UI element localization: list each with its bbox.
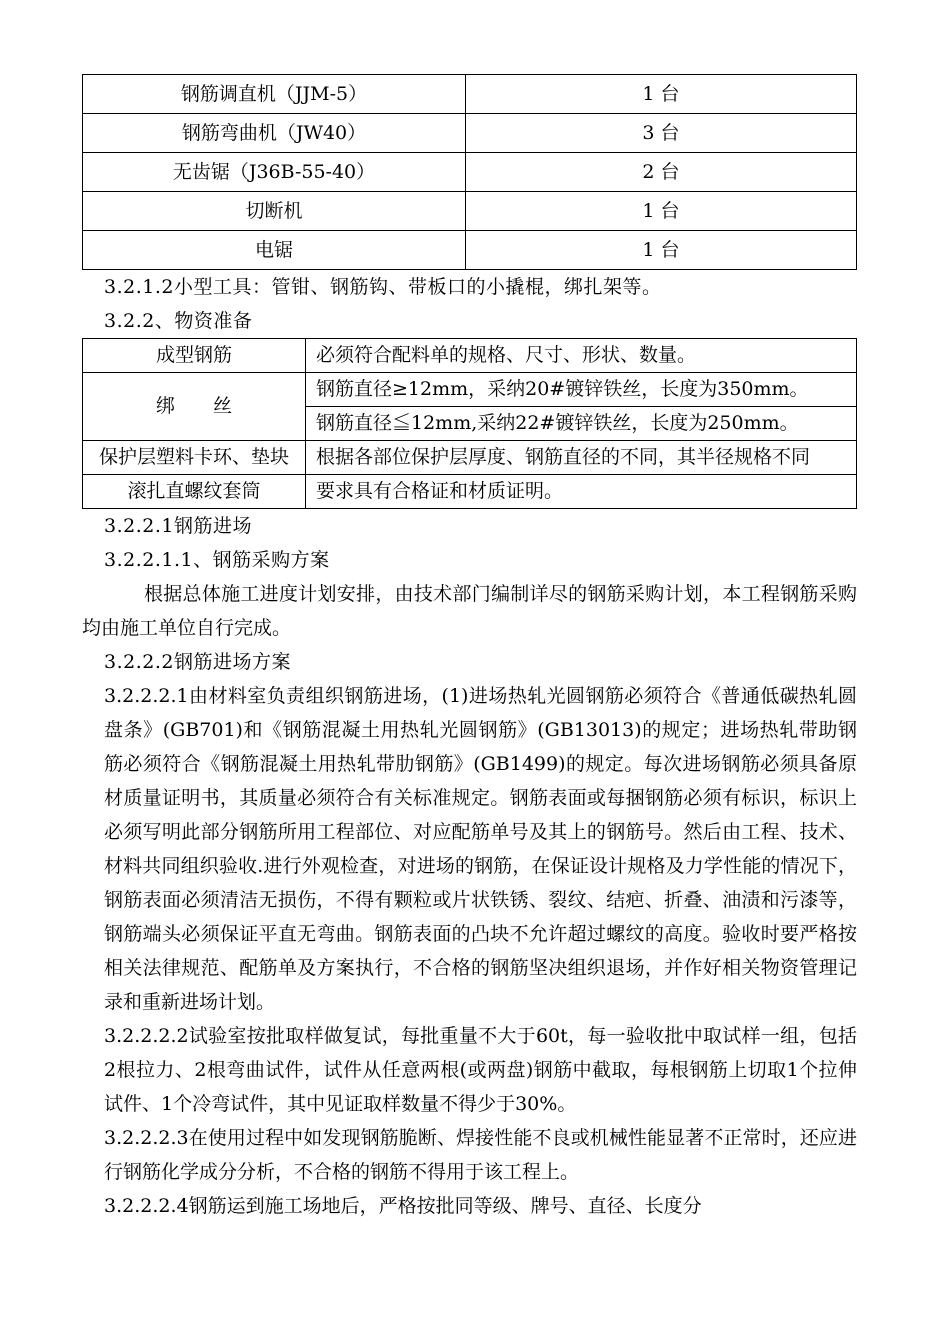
material-requirement: 必须符合配料单的规格、尺寸、形状、数量。	[306, 339, 857, 373]
table-row	[83, 231, 857, 270]
paragraph: 根据总体施工进度计划安排，由技术部门编制详尽的钢筋采购计划，本工程钢筋采购均由施工单位自行完成。	[82, 583, 857, 639]
section-heading: 3.2.2.1钢筋进场	[104, 515, 252, 537]
equipment-name: 钢筋弯曲机（JW40）	[83, 114, 466, 153]
table-row	[83, 114, 857, 153]
table-row	[83, 441, 857, 475]
paragraph: 3.2.2.2.2试验室按批取样做复试，每批重量不大于60t，每一验收批中取试样一组，包括2根拉力、2根弯曲试件，试件从任意两根(或两盘)钢筋中截取，每根钢筋上切取1个拉伸试件、1个冷弯试件，其中见证取样数量不得少于30%。	[104, 1025, 857, 1115]
table-row	[83, 339, 857, 373]
equipment-qty: 3 台	[466, 114, 857, 153]
table-row	[83, 153, 857, 192]
material-name: 滚扎直螺纹套筒	[83, 475, 306, 509]
equipment-name: 切断机	[83, 192, 466, 231]
paragraph: 3.2.2.2.4钢筋运到施工场地后，严格按批同等级、牌号、直径、长度分	[104, 1195, 702, 1217]
material-name: 成型钢筋	[83, 339, 306, 373]
equipment-name: 钢筋调直机（JJM-5）	[83, 75, 466, 114]
table-row	[83, 373, 857, 407]
table-row	[83, 192, 857, 231]
table-row	[83, 75, 857, 114]
material-requirement: 根据各部位保护层厚度、钢筋直径的不同，其半径规格不同	[306, 441, 857, 475]
material-requirement: 要求具有合格证和材质证明。	[306, 475, 857, 509]
equipment-qty: 1 台	[466, 192, 857, 231]
paragraph: 3.2.2.2.1由材料室负责组织钢筋进场，(1)进场热轧光圆钢筋必须符合《普通低碳热轧圆盘条》(GB701)和《钢筋混凝土用热轧光圆钢筋》(GB13013)的规定；进场热轧带助钢筋必须符合《钢筋混凝土用热轧带肋钢筋》(GB1499)的规定。每次进场钢筋必须具备原材质量证明书，其质量必须符合有关标准规定。钢筋表面或每捆钢筋必须有标识，标识上必须写明此部分钢筋所用工程部位、对应配筋单号及其上的钢筋号。然后由工程、技术、材料共同组织验收.进行外观检查，对进场的钢筋，在保证设计规格及力学性能的情况下，钢筋表面必须清洁无损伤，不得有颗粒或片状铁锈、裂纹、结疤、折叠、油渍和污漆等，钢筋端头必须保证平直无弯曲。钢筋表面的凸块不允许超过螺纹的高度。验收时要严格按相关法律规范、配筋单及方案执行，不合格的钢筋坚决组织退场，并作好相关物资管理记录和重新进场计划。	[104, 685, 857, 1013]
section-heading: 3.2.2.2钢筋进场方案	[104, 651, 291, 673]
section-heading: 3.2.2.1.1、钢筋采购方案	[104, 549, 330, 571]
table-row	[83, 475, 857, 509]
equipment-qty: 1 台	[466, 75, 857, 114]
equipment-qty: 2 台	[466, 153, 857, 192]
document-page	[82, 74, 857, 1223]
materials-heading: 3.2.2、物资准备	[104, 310, 253, 332]
material-requirement: 钢筋直径≥12mm，采纳20#镀锌铁丝，长度为350mm。	[306, 373, 857, 407]
materials-table	[82, 338, 857, 509]
tools-line: 3.2.1.2小型工具：管钳、钢筋钩、带板口的小撬棍，绑扎架等。	[104, 276, 662, 298]
material-name: 绑 丝	[83, 373, 306, 441]
material-requirement: 钢筋直径≦12mm,采纳22#镀锌铁丝，长度为250mm。	[306, 407, 857, 441]
equipment-table	[82, 74, 857, 270]
equipment-name: 电锯	[83, 231, 466, 270]
equipment-qty: 1 台	[466, 231, 857, 270]
material-name: 保护层塑料卡环、垫块	[83, 441, 306, 475]
equipment-name: 无齿锯（J36B-55-40）	[83, 153, 466, 192]
paragraph: 3.2.2.2.3在使用过程中如发现钢筋脆断、焊接性能不良或机械性能显著不正常时，还应进行钢筋化学成分分析，不合格的钢筋不得用于该工程上。	[104, 1127, 857, 1183]
